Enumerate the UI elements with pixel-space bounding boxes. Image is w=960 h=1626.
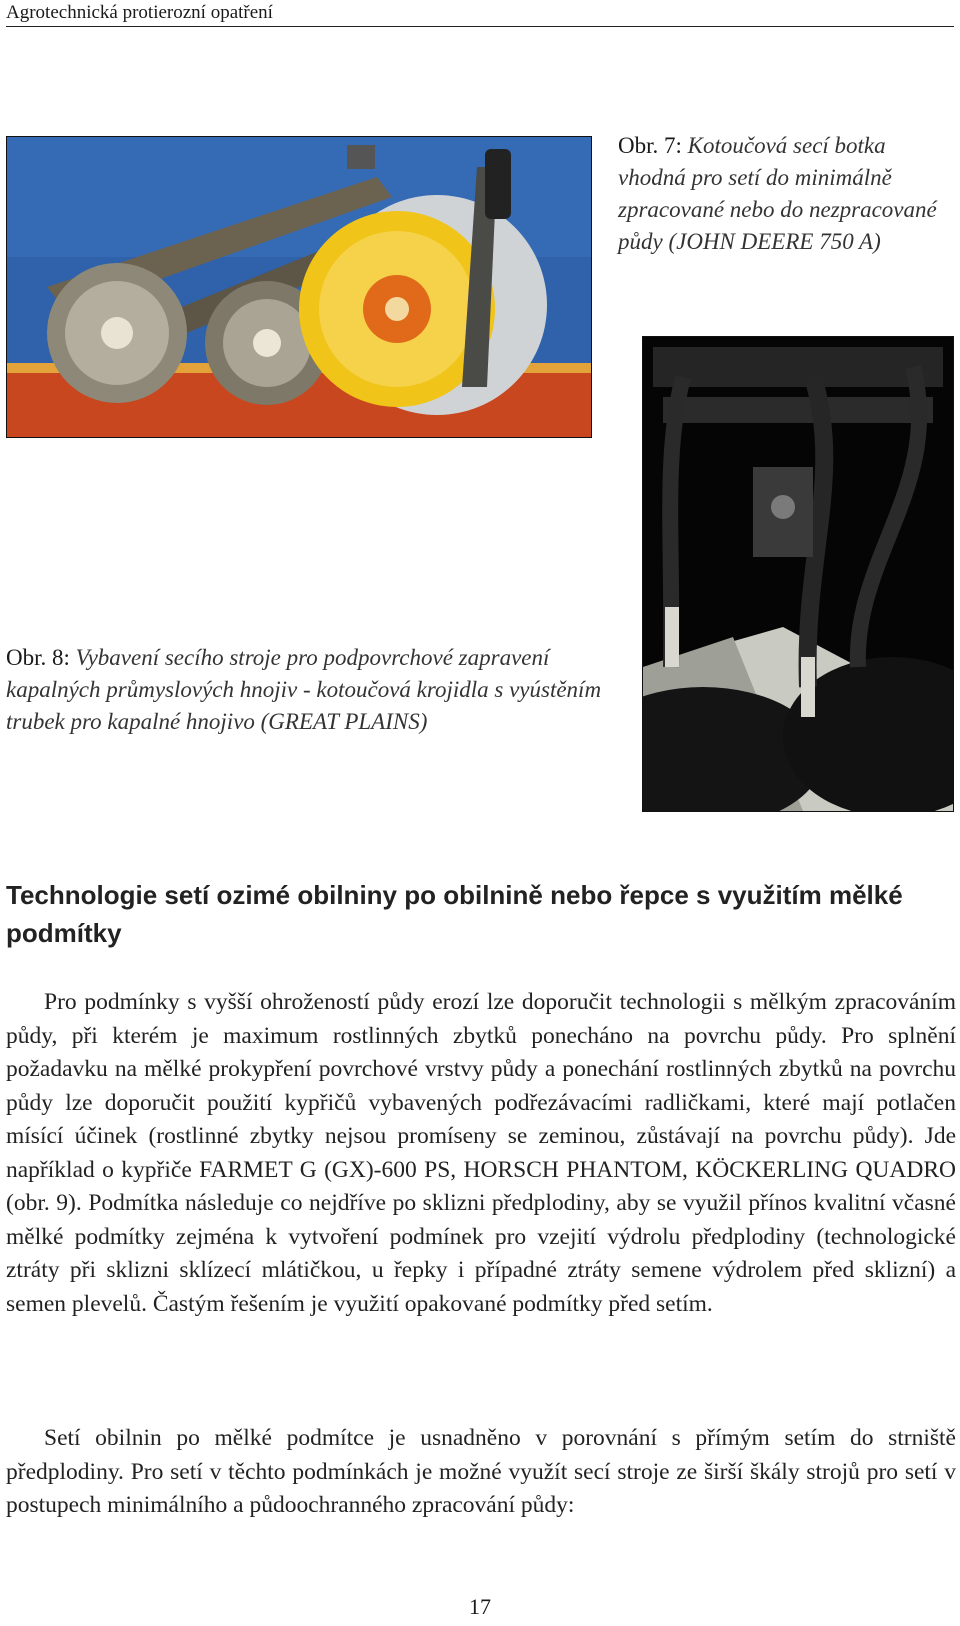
figure-7-caption: [618, 130, 954, 258]
figure-8-number: Obr. 8:: [6, 645, 70, 670]
figure-8-caption-text: Vybavení secího stroje pro podpovrchové zapravení kapalných průmyslových hnojiv - kotoučová krojidla s vyústěním trubek pro kapalné hnojivo (GREAT PLAINS): [6, 645, 602, 734]
running-header: Agrotechnická protierozní opatření: [6, 2, 273, 23]
figure-8-caption: [6, 642, 626, 738]
figure-7-number: Obr. 7:: [618, 133, 682, 158]
figure-7-caption-text: Kotoučová secí botka vhodná pro setí do minimálně zpracované nebo do nezpracované půdy (JOHN DEERE 750 A): [618, 133, 937, 254]
figure-7-image: [6, 136, 592, 438]
figure-8-image: [642, 336, 954, 812]
header-rule: [6, 26, 954, 27]
body-paragraph-2: Setí obilnin po mělké podmítce je usnadněno v porovnání s přímým setím do strniště předplodiny. Pro setí v těchto podmínkách je možné využít secí stroje ze širší škály strojů pro setí v postupech minimálního a půdoochranného zpracování půdy:: [6, 1425, 956, 1518]
seed-drill-disc-illustration: [7, 137, 591, 437]
section-heading: Technologie setí ozimé obilniny po obilnině nebo řepce s využitím mělké podmítky: [6, 880, 903, 948]
liquid-fertilizer-coulters-photo: [643, 337, 953, 811]
body-paragraph-1: Pro podmínky s vyšší ohrožeností půdy erozí lze doporučit technologii s mělkým zpracováním půdy, při kterém je maximum rostlinných zbytků ponecháno na povrchu půdy. Pro splnění požadavku na mělké prokypření povrchové vrstvy půdy a ponechání rostlinných zbytků na povrchu půdy lze doporučit použití kypřičů vybavených podřezávacími radličkami, které mají potlačen mísící účinek (rostlinné zbytky nejsou promíseny se zeminou, zůstávají na povrchu půdy). Jde například o kypřiče FARMET G (GX)-600 PS, HORSCH PHANTOM, KÖCKERLING QUADRO (obr. 9). Podmítka následuje co nejdříve po sklizni předplodiny, aby se využil přínos kvalitní včasné mělké podmítky zejména k vytvoření podmínek pro vzejití výdrolu předplodiny (technologické ztráty při sklizni sklízecí mlátičkou, u řepky i případné ztráty semene výdrolem před sklizní) a semen plevelů. Častým řešením je využití opakované podmítky před setím.: [6, 989, 956, 1317]
page-number: 17: [469, 1594, 491, 1619]
